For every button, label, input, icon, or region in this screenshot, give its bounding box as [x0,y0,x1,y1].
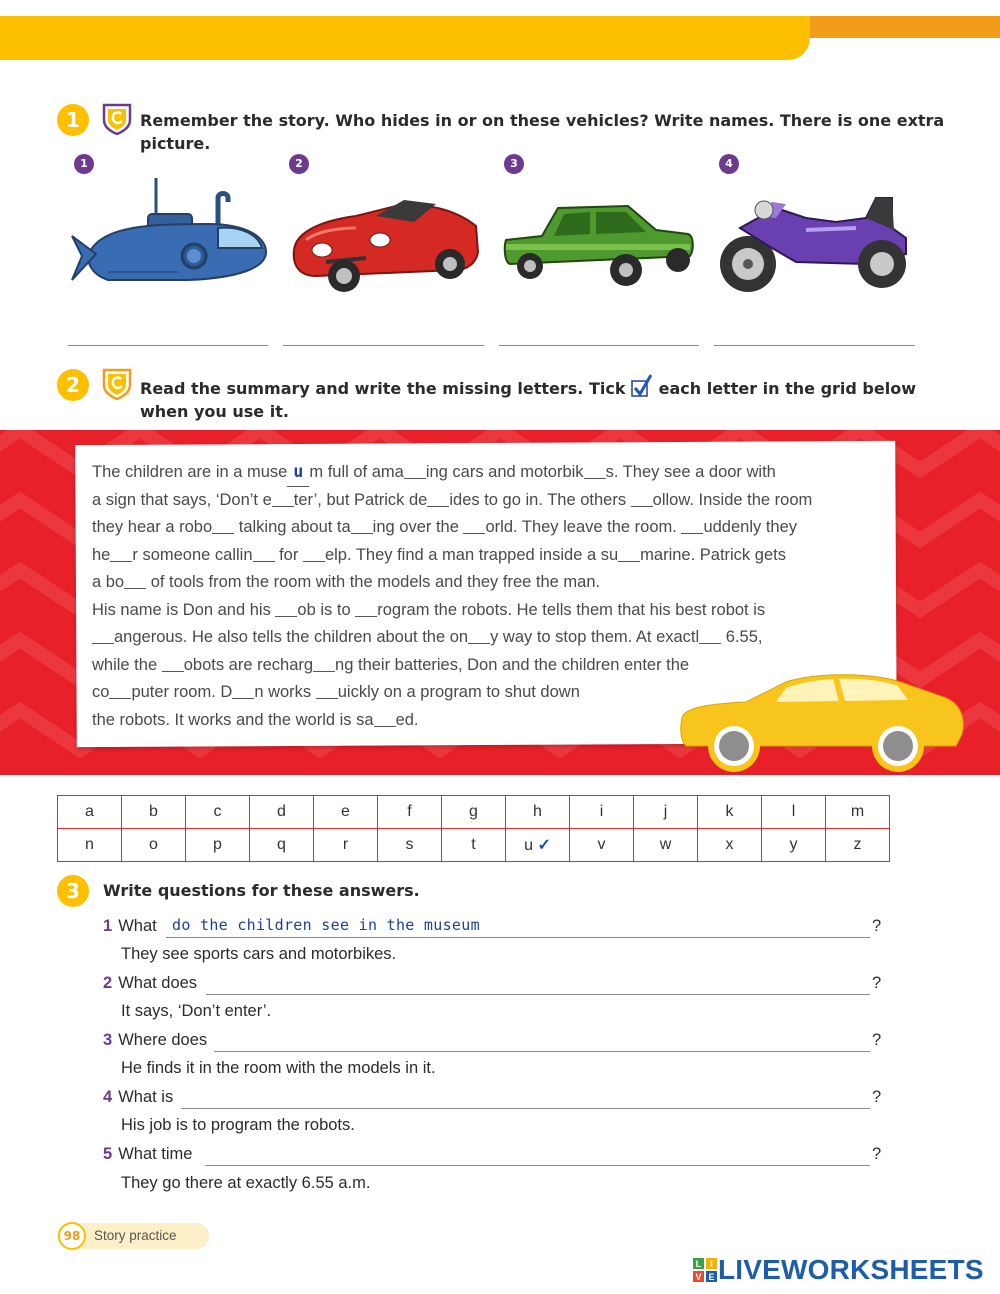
letter-cell-h[interactable] [506,796,570,829]
letter-label: v [597,836,606,853]
summary-segment: elp. They find a man trapped inside a su [324,545,619,564]
letter-label: o [149,836,158,853]
exercise-3-number: 3 [57,875,89,907]
question-3-line[interactable] [214,1051,870,1052]
missing-letter-gap[interactable] [404,463,426,479]
letter-label: w [659,836,672,853]
summary-segment: while the [92,655,162,674]
missing-letter-gap[interactable] [351,518,373,534]
green-car-icon [502,200,696,290]
missing-letter-gap[interactable] [275,601,297,617]
sports-car-icon [286,190,482,296]
instruction-part-1: Read the summary and write the missing letters. Tick [140,379,626,398]
missing-letter-gap[interactable] [92,628,114,644]
missing-letter-gap[interactable] [699,628,721,644]
letter-cell-l[interactable] [762,796,826,829]
summary-segment: r someone callin [132,545,253,564]
summary-segment: n works [254,683,316,701]
picture-4-number: 4 [719,154,739,174]
missing-letter-gap[interactable] [468,628,490,644]
summary-segment: ollow. Inside the room [652,490,813,509]
instruction-part-2: each letter in the grid below [658,379,916,398]
picture-1-number: 1 [74,154,94,174]
letter-label: f [407,803,412,820]
missing-letter-gap[interactable] [232,683,254,699]
question-4 [103,1088,173,1107]
question-number: 5 [103,1145,113,1163]
summary-line [92,514,882,542]
summary-segment: m full of ama [309,463,404,481]
letter-cell-x[interactable] [698,829,762,862]
tick-icon: ✓ [533,837,551,854]
letter-label: h [533,803,542,820]
missing-letter-gap[interactable] [618,546,640,562]
letter-label: i [599,803,604,820]
summary-line [92,569,882,597]
exercise-1-instruction: Remember the story. Who hides in or on these vehicles? Write names. There is one extra picture. [140,111,945,153]
answer-line-4[interactable] [714,345,915,346]
exercise-1-number: 1 [57,104,89,136]
question-start: What [118,917,157,935]
summary-segment: puter room. D [131,683,233,701]
summary-line [92,597,882,625]
motorbike-icon [716,188,912,294]
summary-segment: ides to go in. The others [449,490,631,509]
letter-label: p [213,836,222,853]
summary-segment: a sign that says, ‘Don’t e [92,490,272,509]
summary-segment: angerous. He also tells the children about the on [114,628,469,646]
missing-letter-gap[interactable] [303,546,325,562]
liveworksheets-brand: LIVEWORKSHEETS [718,1254,984,1285]
missing-letter-gap[interactable] [355,601,377,617]
summary-segment: the robots. It works and the world is sa [92,710,374,729]
letter-cell-b[interactable] [122,796,186,829]
answer-line-2[interactable] [283,345,484,346]
summary-line [92,624,882,652]
summary-segment: ed. [395,710,419,729]
question-1 [103,917,157,936]
letter-label: m [850,803,865,820]
letter-label: s [405,836,414,853]
question-5 [103,1145,192,1164]
question-1-line[interactable] [166,937,870,938]
letter-cell-w[interactable] [634,829,698,862]
summary-segment: ing cars and motorbik [425,463,584,481]
letter-cell-r[interactable] [314,829,378,862]
question-number: 3 [103,1031,113,1049]
question-mark: ? [872,1088,882,1106]
missing-letter-gap[interactable] [463,518,485,534]
letter-label: c [213,803,222,820]
missing-letter-gap[interactable] [427,491,449,507]
summary-line [92,458,882,487]
summary-segment: His name is Don and his [92,600,276,619]
question-start: Where does [118,1031,208,1049]
question-4-line[interactable] [181,1108,870,1109]
letter-cell-k[interactable] [698,796,762,829]
svg-text:V: V [695,1272,702,1282]
letter-label: q [277,836,286,853]
summary-segment: marine. Patrick gets [640,545,786,564]
letter-label: r [342,836,349,853]
letter-label: j [663,803,668,820]
letter-label: e [341,803,350,820]
letter-cell-q[interactable] [250,829,314,862]
letter-grid [57,795,890,862]
summary-segment: y way to stop them. At exactl [490,628,700,646]
letter-label: k [725,803,734,820]
question-mark: ? [872,917,882,935]
svg-text:E: E [708,1272,715,1282]
section-label: Story practice [94,1228,177,1243]
summary-segment: of tools from the room with the models and they free the man. [146,573,601,591]
question-5-line[interactable] [205,1165,870,1166]
letter-cell-d[interactable] [250,796,314,829]
missing-letter-gap[interactable] [681,518,703,534]
picture-2-number: 2 [289,154,309,174]
answer-1: They see sports cars and motorbikes. [121,945,397,963]
missing-letter-gap[interactable] [374,711,396,727]
summary-segment: 6.55, [721,628,763,646]
letter-cell-z[interactable] [826,829,890,862]
instruction-line-2: when you use it. [140,402,289,421]
question-number: 1 [103,917,113,935]
summary-segment: ob is to [297,600,356,619]
letter-cell-u[interactable] [506,829,570,862]
missing-letter-gap[interactable] [631,491,653,507]
letter-cell-j[interactable] [634,796,698,829]
summary-segment: uickly on a program to shut down [337,683,580,701]
shield-icon [102,368,132,400]
letter-cell-e[interactable] [314,796,378,829]
liveworksheets-mark-icon [692,1257,718,1283]
filled-missing-letter[interactable]: u [287,458,309,487]
question-1-filled-answer[interactable]: do the children see in the museum [172,916,480,934]
question-start: What time [118,1145,193,1163]
letter-cell-m[interactable] [826,796,890,829]
top-banner-yellow [0,16,810,60]
summary-segment: he [92,545,111,564]
summary-segment: ter’, but Patrick de [293,490,428,509]
question-mark: ? [872,974,882,992]
missing-letter-gap[interactable] [253,546,275,562]
svg-text:L: L [695,1259,702,1269]
letter-label: d [277,803,286,820]
shield-icon [102,103,132,135]
missing-letter-gap[interactable] [124,573,146,589]
summary-segment: ng their batteries, Don and the children enter the [335,655,690,674]
letter-cell-g[interactable] [442,796,506,829]
answer-line-3[interactable] [499,345,699,346]
question-start: What does [118,974,198,992]
summary-line [92,542,882,570]
missing-letter-gap[interactable] [584,463,606,479]
question-2 [103,974,197,993]
missing-letter-gap[interactable] [109,683,131,699]
letter-cell-n[interactable] [58,829,122,862]
letter-cell-y[interactable] [762,829,826,862]
submarine-icon [68,176,268,288]
exercise-3-instruction: Write questions for these answers. [103,881,420,900]
summary-segment: obots are recharg [183,655,314,674]
summary-segment: ing over the [372,518,464,536]
letter-label: y [789,836,798,853]
tick-box-icon [631,374,653,398]
picture-3-number: 3 [504,154,524,174]
letter-grid-row-2 [58,829,890,862]
letter-grid-row-1 [58,796,890,829]
missing-letter-gap[interactable] [316,683,338,699]
letter-label: l [791,803,796,820]
letter-label: x [725,836,734,853]
page-number: 98 [58,1222,86,1250]
summary-segment: for [274,545,303,564]
letter-cell-p[interactable] [186,829,250,862]
question-2-line[interactable] [206,994,870,995]
answer-4: His job is to program the robots. [121,1116,355,1134]
summary-segment: uddenly they [703,518,798,536]
missing-letter-gap[interactable] [272,491,294,507]
summary-segment: rogram the robots. He tells them that his best robot is [377,600,766,619]
question-start: What is [118,1088,174,1106]
letter-label: u [524,837,534,854]
missing-letter-gap[interactable] [110,546,132,562]
question-mark: ? [872,1031,882,1049]
letter-cell-o[interactable] [122,829,186,862]
exercise-2-number: 2 [57,369,89,401]
answer-5: They go there at exactly 6.55 a.m. [121,1174,371,1192]
answer-2: It says, ‘Don’t enter’. [121,1002,272,1020]
summary-segment: orld. They leave the room. [485,518,682,536]
letter-cell-s[interactable] [378,829,442,862]
summary-segment: talking about ta [234,518,351,536]
question-mark: ? [872,1145,882,1163]
summary-segment: s. They see a door with [605,463,776,481]
letter-label: g [469,803,478,820]
yellow-car-icon [676,668,966,774]
question-number: 2 [103,974,113,992]
missing-letter-gap[interactable] [162,656,184,672]
letter-cell-c[interactable] [186,796,250,829]
letter-label: a [85,803,94,820]
letter-label: t [471,836,476,853]
letter-cell-v[interactable] [570,829,634,862]
letter-cell-a[interactable] [58,796,122,829]
summary-segment: The children are in a muse [92,463,288,481]
missing-letter-gap[interactable] [212,518,234,534]
summary-segment: they hear a robo [92,518,213,536]
letter-label: n [85,836,94,853]
question-3 [103,1031,207,1050]
answer-line-1[interactable] [68,345,268,346]
question-number: 4 [103,1088,113,1106]
letter-cell-f[interactable] [378,796,442,829]
letter-label: z [853,836,862,853]
letter-cell-i[interactable] [570,796,634,829]
exercise-2-instruction [140,374,916,423]
summary-segment: a bo [92,573,125,591]
summary-segment: co [92,683,110,701]
summary-line [92,487,882,515]
missing-letter-gap[interactable] [313,656,335,672]
svg-text:I: I [710,1259,713,1269]
answer-3: He finds it in the room with the models in it. [121,1059,436,1077]
letter-label: b [149,803,158,820]
letter-cell-t[interactable] [442,829,506,862]
liveworksheets-logo [692,1254,984,1286]
